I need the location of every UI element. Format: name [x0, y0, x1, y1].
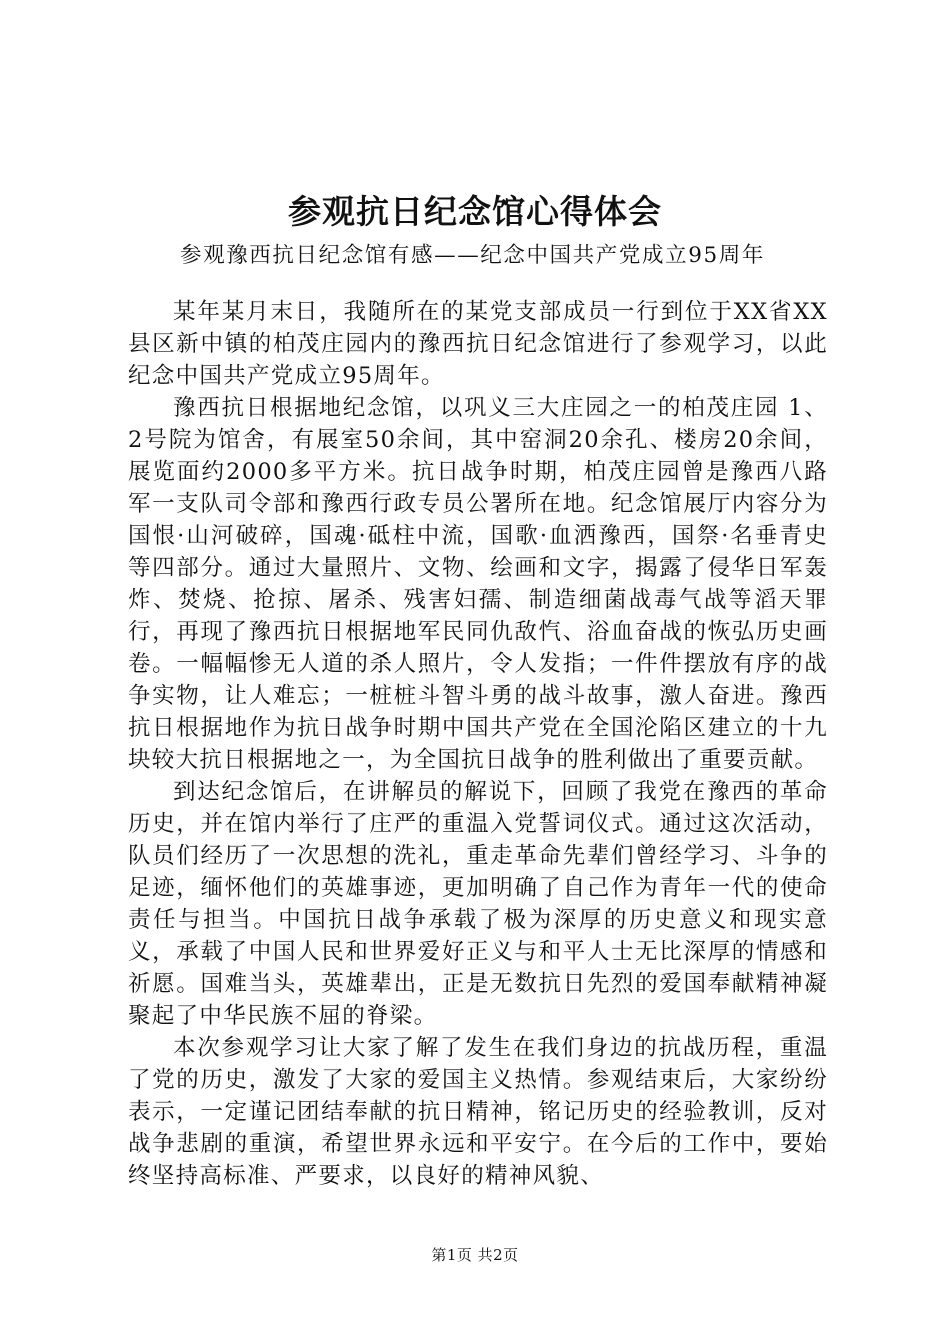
- page-number-footer: 第1页 共2页: [431, 1246, 519, 1264]
- paragraph-4: 本次参观学习让大家了解了发生在我们身边的抗战历程，重温了党的历史，激发了大家的爱国主义热情。参观结束后，大家纷纷表示，一定谨记团结奉献的抗日精神，铭记历史的经验教训，反对战争悲剧的重演，希望世界永远和平安宁。在今后的工作中，要始终坚持高标准、严要求，以良好的精神风貌、: [128, 1035, 828, 1189]
- paragraph-3: 到达纪念馆后，在讲解员的解说下，回顾了我党在豫西的革命历史，并在馆内举行了庄严的重温入党誓词仪式。通过这次活动，队员们经历了一次思想的洗礼，重走革命先辈们曾经学习、斗争的足迹，缅怀他们的英雄事迹，更加明确了自己作为青年一代的使命责任与担当。中国抗日战争承载了极为深厚的历史意义和现实意义，承载了中国人民和世界爱好正义与和平人士无比深厚的情感和祈愿。国难当头，英雄辈出，正是无数抗日先烈的爱国奉献精神凝聚起了中华民族不屈的脊梁。: [128, 779, 828, 1029]
- paragraph-2: 豫西抗日根据地纪念馆，以巩义三大庄园之一的柏茂庄园 1、2号院为馆舍，有展室50余间，其中窑洞20余孔、楼房20余间，展览面约2000多平方米。抗日战争时期，柏茂庄园曾是豫西八路军一支队司令部和豫西行政专员公署所在地。纪念馆展厅内容分为国恨·山河破碎，国魂·砥柱中流，国歌·血洒豫西，国祭·名垂青史等四部分。通过大量照片、文物、绘画和文字，揭露了侵华日军轰炸、焚烧、抢掠、屠杀、残害妇孺、制造细菌战毒气战等滔天罪行，再现了豫西抗日根据地军民同仇敌忾、浴血奋战的恢弘历史画卷。一幅幅惨无人道的杀人照片，令人发指；一件件摆放有序的战争实物，让人难忘；一桩桩斗智斗勇的战斗故事，激人奋进。豫西抗日根据地作为抗日战争时期中国共产党在全国沦陷区建立的十九块较大抗日根据地之一，为全国抗日战争的胜利做出了重要贡献。: [128, 395, 828, 773]
- document-subtitle: 参观豫西抗日纪念馆有感——纪念中国共产党成立95周年: [180, 243, 765, 268]
- document-title: 参观抗日纪念馆心得体会: [288, 192, 662, 231]
- paragraph-1: 某年某月末日，我随所在的某党支部成员一行到位于XX省XX县区新中镇的柏茂庄园内的豫西抗日纪念馆进行了参观学习，以此纪念中国共产党成立95周年。: [128, 299, 828, 389]
- document-body: [128, 296, 828, 1192]
